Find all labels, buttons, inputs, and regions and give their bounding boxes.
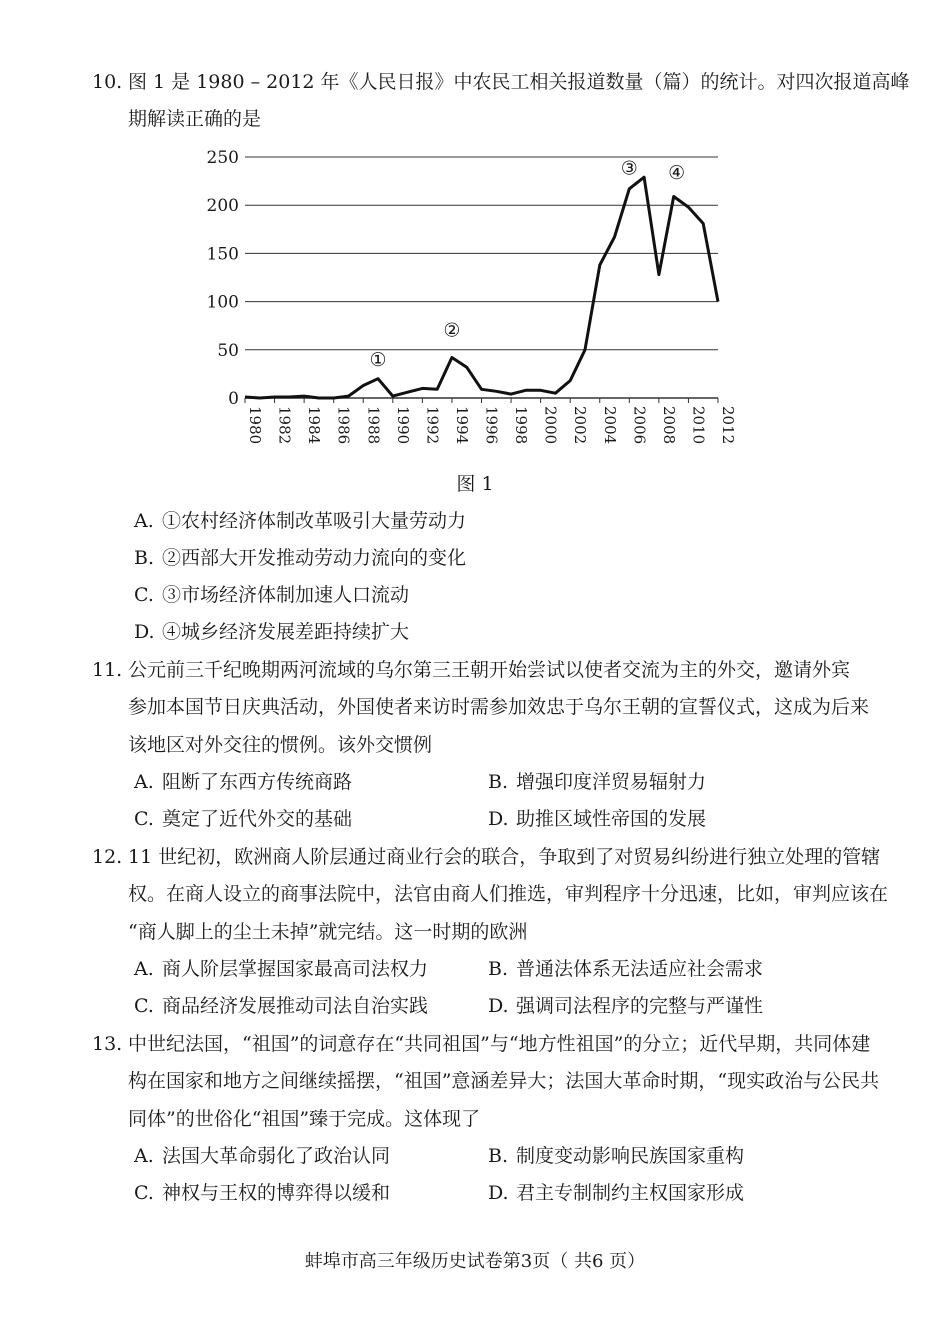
- question-stem-line: 公元前三千纪晚期两河流域的乌尔第三王朝开始尝试以使者交流为主的外交，邀请外宾: [128, 659, 851, 681]
- peak-annotation: ①: [369, 349, 387, 372]
- y-tick-label: 50: [217, 340, 239, 361]
- option-letter: C.: [134, 1182, 154, 1204]
- option-text: 助推区域性帝国的发展: [516, 808, 707, 830]
- option-text: ④城乡经济发展差距持续扩大: [162, 621, 410, 643]
- option-letter: B.: [488, 1145, 509, 1167]
- question-stem-line: 中世纪法国，“祖国”的词意存在“共同祖国”与“地方性祖国”的分立；近代早期，共同体建: [128, 1033, 871, 1055]
- x-tick-label: 1980: [246, 406, 264, 445]
- question-stem-line: 同体”的世俗化“祖国”臻于完成。这体现了: [128, 1108, 481, 1130]
- option-text: 商品经济发展推动司法自治实践: [162, 995, 429, 1017]
- chart-y-ticks: [207, 148, 239, 409]
- option-letter: B.: [488, 771, 509, 793]
- question-stem-line: 图 1 是 1980 – 2012 年《人民日报》中农民工相关报道数量（篇）的统计。对四次报道高峰: [128, 71, 910, 93]
- option-letter: A.: [134, 771, 154, 793]
- y-tick-label: 150: [206, 244, 239, 265]
- page-footer: 蚌埠市高三年级历史试卷第3页（ 共6 页）: [304, 1251, 646, 1272]
- question-stem-line: 11 世纪初，欧洲商人阶层通过商业行会的联合，争取到了对贸易纠纷进行独立处理的管辖: [128, 846, 881, 868]
- option-text: 制度变动影响民族国家重构: [516, 1145, 745, 1167]
- option-letter: B.: [134, 547, 155, 569]
- option-text: 神权与王权的博弈得以缓和: [162, 1182, 391, 1204]
- option-c: [134, 583, 409, 607]
- x-tick-label: 1994: [452, 406, 471, 445]
- option-a: [134, 1144, 390, 1168]
- option-letter: A.: [134, 958, 154, 980]
- y-tick-label: 250: [206, 148, 239, 168]
- option-text: ①农村经济体制改革吸引大量劳动力: [162, 510, 467, 532]
- question-stem-line: 参加本国节日庆典活动，外国使者来访时需参加效忠于乌尔王朝的宣誓仪式，这成为后来: [128, 696, 870, 718]
- option-c: [134, 1181, 390, 1205]
- x-tick-label: 1988: [364, 406, 383, 445]
- option-text: ②西部大开发推动劳动力流向的变化: [162, 547, 467, 569]
- question-number: 11.: [92, 659, 123, 681]
- x-tick-label: 2008: [659, 406, 678, 445]
- chart-series: [245, 177, 718, 398]
- y-tick-label: 200: [206, 196, 239, 217]
- option-a: [134, 770, 352, 794]
- option-b: [488, 770, 706, 794]
- option-text: 法国大革命弱化了政治认同: [162, 1145, 391, 1167]
- option-letter: C.: [134, 584, 154, 606]
- chart-x-ticks: [245, 398, 737, 444]
- option-d: [488, 1181, 744, 1205]
- question-number: 13.: [92, 1033, 123, 1055]
- question-stem-line: 权。在商人设立的商事法院中，法官由商人们推选，审判程序十分迅速，比如，审判应该在: [128, 883, 889, 905]
- x-tick-label: 2002: [571, 406, 590, 445]
- option-d: [488, 807, 706, 831]
- option-letter: C.: [134, 995, 154, 1017]
- x-tick-label: 2000: [541, 406, 560, 445]
- y-tick-label: 0: [228, 389, 239, 409]
- peak-annotation: ④: [668, 162, 686, 185]
- option-letter: D.: [488, 808, 509, 830]
- option-letter: D.: [488, 995, 509, 1017]
- question-stem-line: 构在国家和地方之间继续摇摆，“祖国”意涵差异大；法国大革命时期，“现实政治与公民共: [128, 1070, 880, 1092]
- x-tick-label: 2004: [600, 406, 619, 445]
- option-text: 阻断了东西方传统商路: [162, 771, 353, 793]
- option-letter: A.: [134, 510, 154, 532]
- x-tick-label: 1998: [512, 406, 531, 445]
- y-tick-label: 100: [206, 292, 239, 313]
- x-tick-label: 1982: [275, 406, 294, 445]
- option-letter: A.: [134, 1145, 154, 1167]
- figure-caption: 图 1: [456, 473, 494, 495]
- x-tick-label: 1984: [305, 406, 324, 445]
- option-text: 君主专制制约主权国家形成: [516, 1182, 745, 1204]
- x-tick-label: 1996: [482, 406, 501, 445]
- option-letter: D.: [488, 1182, 509, 1204]
- option-a: [134, 509, 466, 533]
- x-tick-label: 1992: [423, 406, 442, 445]
- option-letter: B.: [488, 958, 509, 980]
- question-stem-line: “商人脚上的尘土未掉”就完结。这一时期的欧洲: [128, 921, 528, 943]
- option-letter: C.: [134, 808, 154, 830]
- peak-annotation: ③: [620, 157, 638, 180]
- x-tick-label: 2010: [689, 406, 708, 445]
- option-b: [488, 1144, 744, 1168]
- option-text: 奠定了近代外交的基础: [162, 808, 353, 830]
- option-d: [488, 994, 763, 1018]
- option-b: [488, 957, 763, 981]
- option-text: 强调司法程序的完整与严谨性: [516, 995, 764, 1017]
- option-c: [134, 994, 428, 1018]
- option-text: ③市场经济体制加速人口流动: [162, 584, 410, 606]
- option-text: 增强印度洋贸易辐射力: [516, 771, 707, 793]
- option-d: [134, 620, 409, 644]
- question-number: 12.: [92, 846, 123, 868]
- question-number: 10.: [92, 71, 123, 93]
- x-tick-label: 2012: [719, 406, 737, 445]
- question-stem-line: 期解读正确的是: [128, 108, 262, 130]
- chart-annotations: [370, 157, 686, 371]
- option-text: 商人阶层掌握国家最高司法权力: [162, 958, 429, 980]
- option-text: 普通法体系无法适应社会需求: [516, 958, 764, 980]
- peak-annotation: ②: [443, 319, 461, 342]
- report-count-line-chart: [200, 140, 760, 460]
- x-tick-label: 1986: [334, 406, 353, 445]
- option-b: [134, 546, 466, 570]
- question-stem-line: 该地区对外交往的惯例。该外交惯例: [128, 734, 433, 756]
- option-letter: D.: [134, 621, 155, 643]
- option-a: [134, 957, 428, 981]
- option-c: [134, 807, 352, 831]
- series-line: [245, 177, 718, 398]
- x-tick-label: 1990: [393, 406, 412, 445]
- x-tick-label: 2006: [630, 406, 649, 445]
